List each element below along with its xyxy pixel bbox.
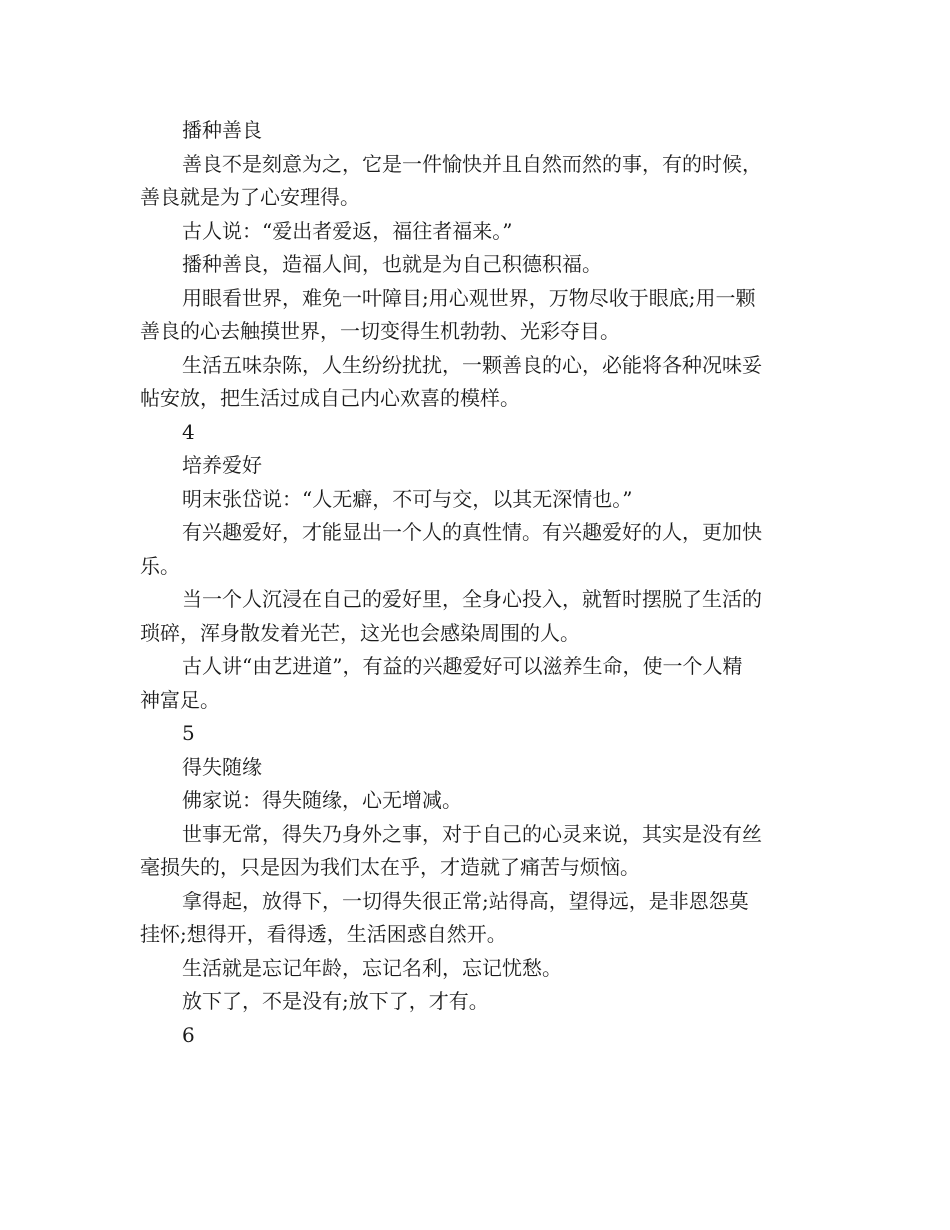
paragraph-line: 播种善良，造福人间，也就是为自己积德积福。 (182, 252, 602, 276)
paragraph-line: 放下了，不是没有;放下了，才有。 (182, 989, 489, 1013)
paragraph-line: 用眼看世界，难免一叶障目;用心观世界，万物尽收于眼底;用一颗 (182, 285, 756, 310)
section-heading-gain-loss: 得失随缘 (182, 754, 262, 779)
paragraph-line: 生活五味杂陈，人生纷纷扰扰，一颗善良的心，必能将各种况味妥 (182, 352, 762, 377)
section-heading-cultivate-hobbies: 培养爱好 (182, 453, 262, 477)
paragraph-line: 帖安放，把生活过成自己内心欢喜的模样。 (140, 386, 520, 410)
paragraph-line: 古人说：“爱出者爱返，福往者福来。” (182, 218, 513, 243)
paragraph-line: 琐碎，浑身散发着光芒，这光也会感染周围的人。 (140, 620, 580, 645)
section-number: 6 (182, 1022, 195, 1047)
paragraph-line: 生活就是忘记年龄，忘记名利，忘记忧愁。 (182, 955, 562, 980)
paragraph-line: 古人讲“由艺进道”，有益的兴趣爱好可以滋养生命，使一个人精 (182, 654, 743, 678)
section-heading-sow-kindness: 播种善良 (182, 118, 262, 142)
paragraph-line: 有兴趣爱好，才能显出一个人的真性情。有兴趣爱好的人，更加快 (182, 520, 762, 544)
section-number: 4 (182, 419, 195, 444)
paragraph-line: 佛家说：得失随缘，心无增减。 (182, 788, 462, 812)
paragraph-line: 神富足。 (140, 687, 220, 712)
paragraph-line: 明末张岱说：“人无癖，不可与交，以其无深情也。” (182, 486, 633, 511)
paragraph-line: 毫损失的，只是因为我们太在乎，才造就了痛苦与烦恼。 (140, 855, 640, 879)
paragraph-line: 善良就是为了心安理得。 (140, 185, 360, 209)
paragraph-line: 当一个人沉浸在自己的爱好里，全身心投入，就暂时摆脱了生活的 (182, 587, 762, 611)
paragraph-line: 乐。 (140, 553, 180, 578)
paragraph-line: 善良不是刻意为之，它是一件愉快并且自然而然的事，有的时候， (182, 151, 762, 176)
paragraph-line: 挂怀;想得开，看得透，生活困惑自然开。 (140, 922, 507, 946)
document-page (140, 114, 816, 1052)
paragraph-line: 世事无常，得失乃身外之事，对于自己的心灵来说，其实是没有丝 (182, 821, 762, 846)
paragraph-line: 善良的心去触摸世界，一切变得生机勃勃、光彩夺目。 (140, 319, 620, 343)
paragraph-line: 拿得起，放得下，一切得失很正常;站得高，望得远，是非恩怨莫 (182, 888, 749, 913)
section-number: 5 (182, 721, 195, 745)
